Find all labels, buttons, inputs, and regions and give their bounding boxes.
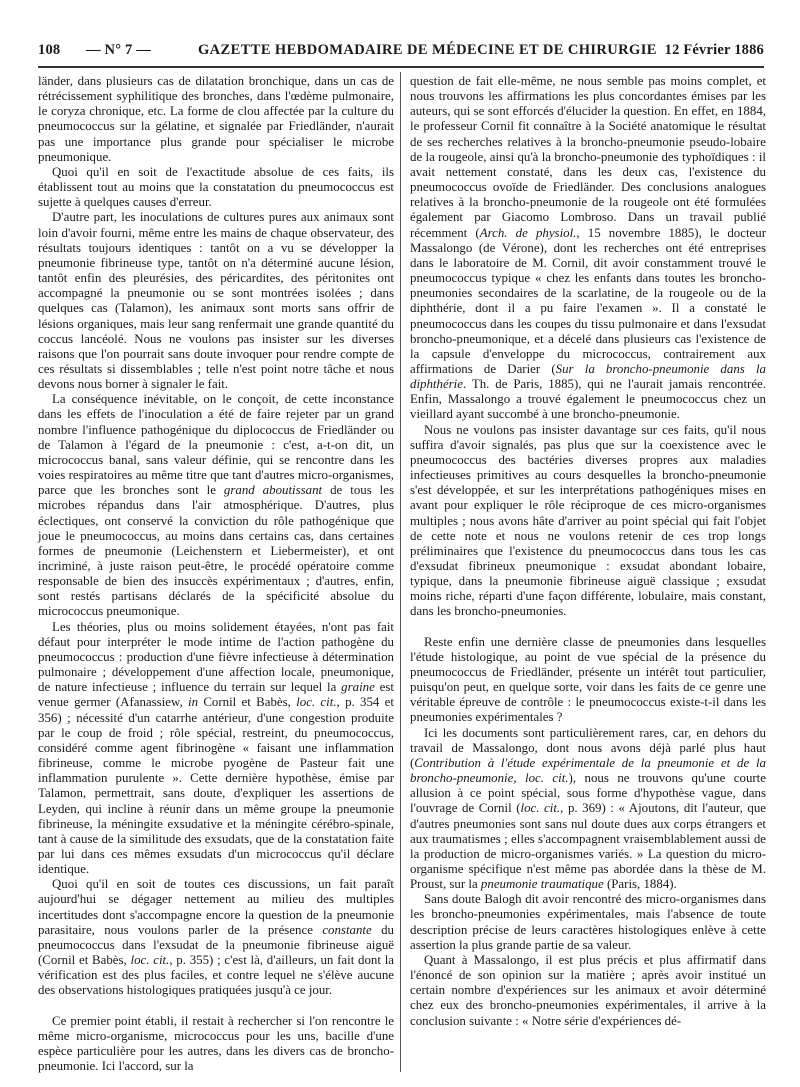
italic-run: graine (341, 680, 375, 695)
text-run: . Th. de Paris, 1885), qui ne l'aurait jamais rencontrée. Enfin, Massalongo a trouvé également le pneumococcus chez un vieillard ayant succombé à une broncho-pneumonie. (410, 377, 766, 422)
paragraph: länder, dans plusieurs cas de dilatation bronchique, dans un cas de rétrécissement syphilitique des bronches, dans l'œdème pulmonaire, le coryza chronique, etc. La forme de clou affectée par la culture du pneumococcus sur la gélatine, et signalée par Friedländer, n'aurait pas une importance plus grande pour spécialiser le microbe pneumonique. (38, 74, 394, 164)
italic-run: loc. cit. (520, 801, 561, 816)
text-run: (Paris, 1884). (606, 877, 677, 892)
text-run: du pneumococcus dans l'exsudat de la pneumonie fibrineuse aiguë (Cornil et Babès, (38, 922, 394, 968)
issue-date: 12 Février 1886 (664, 42, 764, 58)
italic-run: Contribution à l'étude expérimentale de la pneumonie et de la broncho-pneumonie, loc. cit. (410, 755, 766, 786)
paragraph (410, 726, 766, 893)
paragraph: Quant à Massalongo, il est plus précis et plus affirmatif dans l'énoncé de son opinion sur la matière ; après avoir institué un certain nombre d'expériences sur les animaux et avoir déterminé chez eux des broncho-pneumonies expérimentales, il arrive à la conclusion suivante : « Notre série d'expériences dé- (410, 952, 766, 1028)
paragraph: Sans doute Balogh dit avoir rencontré des micro-organismes dans les broncho-pneumonies expérimentales, mais l'absence de toute description précise de leurs caractères histologiques enlève à cette assertion la plus grande partie de sa valeur. (410, 892, 766, 952)
paragraph (38, 620, 394, 878)
left-column (38, 74, 394, 1074)
running-header (38, 38, 764, 64)
text-run: est venue germer (Afanassiew, (38, 680, 394, 710)
text-run: , p. 369) : « Ajoutons, dit l'auteur, que d'autres pneumonies sont sans nul doute dues aux corps étrangers et aux traumatismes ; elles s'accompagnent vraisemblablement aussi de la production de micro-organismes variés. » La question du micro-organisme spécifique n'est même pas abordée dans la thèse de M. Proust, sur la (410, 801, 766, 892)
header-rule (38, 66, 764, 68)
italic-run: in (187, 695, 199, 710)
journal-title: GAZETTE HEBDOMADAIRE DE MÉDECINE ET DE CHIRURGIE (198, 42, 657, 58)
page-number: 108 (38, 42, 61, 58)
right-column (410, 74, 766, 1029)
italic-run: grand aboutissant (223, 483, 323, 498)
paragraph (38, 877, 394, 998)
text-run: de tous les microbes répandus dans l'air atmosphérique. D'autres, plus éclectiques, ont conservé la conviction du rôle pathogénique que joue le pneumococcus, au moins dans certains cas, dans certaines formes de pneumonie (Leichenstern et Liebermeister), et ont incriminé, à juste raison peut-être, le procédé opératoire comme responsable de bien des insuccès expérimentaux ; d'autres, enfin, sont restés partisans déclarés de la spécificité absolue du micrococcus pneumonique. (38, 483, 394, 619)
text-run: Ici les documents sont particulièrement rares, car, en dehors du travail de Massalongo, dont nous avons déjà parlé plus haut ( (410, 725, 766, 770)
italic-run: Arch. de physiol. (479, 225, 577, 240)
text-run: Cornil et Babès, (203, 695, 291, 710)
column-divider (400, 72, 401, 1072)
text-run: ), nous ne trouvons qu'une courte allusion à ce point spécial, sous forme d'hypothèse vague, dans l'ouvrage de Cornil ( (410, 771, 766, 816)
paragraph: D'autre part, les inoculations de cultures pures aux animaux sont loin d'avoir fourni, même entre les mains de chaque observateur, des résultats toujours identiques : tantôt on a vu se développer la pneumonie fibrineuse type, tantôt on n'a déterminé aucune lésion, tantôt enfin des pleurésies, des péricardites, des péritonites ont accompagné la pneumonie ou se sont montrées isolées ; dans quelques cas (Talamon), les animaux sont morts sans offrir de lésions organiques, mais leur sang renfermait une grande quantité du coccus lancéolé. Nous ne voulons pas insister sur les diverses raisons que l'on pourrait sans doute invoquer pour rendre compte de ces résultats si dissemblables ; telle n'est point notre tâche et nous devons nous borner à signaler le fait. (38, 210, 394, 392)
paragraph (410, 74, 766, 423)
italic-run: pneumonie traumatique (480, 877, 604, 892)
text-run: , 15 novembre 1885), le docteur Massalongo (de Vérone), dont les recherches ont été entreprises dans le laboratoire de M. Cornil, dit avoir constamment trouvé le pneumococcus typique « chez les enfants dans toutes les broncho-pneumonies secondaires de la scarlatine, de la rougeole ou de la diphthérie, dont il a pu faire l'examen ». Il a constaté le pneumococcus dans les coupes du tissu pulmonaire et dans l'exsudat broncho-pneumonique, et a décelé dans plusieurs cas l'existence de la capsule d'enveloppe du micrococcus, contrairement aux affirmations de Darier ( (410, 225, 766, 376)
text-run: Quoi qu'il en soit de toutes ces discussions, un fait paraît aujourd'hui se dégager nettement au milieu des multiples incertitudes dont s'accompagne encore la question de la pneumonie parasitaire, nous voulons parler de la présence (38, 877, 394, 937)
italic-run: constante (322, 922, 372, 937)
issue-number: — N° 7 — (86, 42, 151, 58)
italic-run: loc. cit. (296, 695, 337, 710)
text-run: La conséquence inévitable, on le conçoit, de cette inconstance dans les effets de l'inoculation a été de faire rejeter par un grand nombre l'influence pathogénique du diplococcus de Friedländer ou de Talamon à l'égard de la pneumonie : c'est, a-t-on dit, un micrococcus banal, sans valeur définie, qui se rencontre dans les voies respiratoires au même titre que tant d'autres micro-organismes, parce que les bronches sont le (38, 392, 394, 498)
paragraph (38, 392, 394, 619)
text-run: question de fait elle-même, ne nous semble pas moins complet, et nous trouvons les affirmations les plus concordantes émises par les auteurs, qui se sont efforcés d'élucider la question. En effet, en 1884, le professeur Cornil fit connaître à la Société anatomique le résultat de ses recherches relatives à la broncho-pneumonie pseudo-lobaire de la rougeole, ainsi qu'à la broncho-pneumonie des typhoïdiques : il avait nettement constaté, dans les deux cas, l'existence du pneumococcus ovoïde de Friedländer. Des conclusions analogues relatives à la broncho-pneumonie de la rougeole ont été formulées également par Giacomo Lombroso. Dans un travail publié récemment ( (410, 74, 766, 240)
italic-run: loc. cit. (130, 953, 170, 968)
paragraph: Nous ne voulons pas insister davantage sur ces faits, qu'il nous suffira d'avoir signalés, pas plus que sur la coexistence avec le pneumococcus des bactéries diverses propres aux maladies infectieuses primitives au cours desquelles la broncho-pneumonie s'est développée, et sur les interprétations pathogéniques mises en avant pour expliquer le rôle réciproque de ces micro-organismes multiples ; nous avons hâte d'arriver au point spécial qui fait l'objet de cette note et nous ne voulons retenir de ces trop longs préliminaires que l'existence du pneumococcus dans tous les cas d'exsudat fibrineux pneumonique : exsudat abondant lobaire, typique, dans la pneumonie fibrineuse aiguë classique ; exsudat moins riche, réparti d'une façon différente, lobulaire, mais constant, dans les broncho-pneumonies. (410, 422, 766, 619)
text-run: Les théories, plus ou moins solidement étayées, n'ont pas fait défaut pour interpréter le mode intime de l'action pathogène du pneumococcus : production d'une fièvre infectieuse à détermination pulmonaire ; développement d'une affection locale, pneumonique, de nature infectieuse ; influence du terrain sur lequel la (38, 619, 394, 695)
text-run: , p. 354 et 356) ; nécessité d'un catarrhe antérieur, d'une congestion produite par le coup de froid ; rôle spécial, restreint, du pneumococcus, considéré comme agent fibrinogène « faisant une inflammation fibrineuse, comme le microbe pyogène de Pasteur fait une inflammation purulente ». Cette dernière hypothèse, émise par Talamon, permettrait, sans doute, d'expliquer les assertions de Leyden, qui incline à réunir dans un même groupe la pneumonie fibrineuse, la méningite exsudative et la méningite cérébro-spinale, tant à cause de la similitude des exsudats, que de la constatation faite par lui dans ces mêmes exsudats d'un micrococcus qu'il déclare identique. (38, 695, 394, 877)
paragraph: Reste enfin une dernière classe de pneumonies dans lesquelles l'étude histologique, au point de vue spécial de la présence du pneumococcus de Friedländer, présente un intérêt tout particulier, puisqu'on peut, en quelque sorte, voir dans les faits de ce genre une véritable épreuve de contrôle : le pneumococcus existe-t-il dans les pneumonies expérimentales ? (410, 634, 766, 725)
paragraph: Ce premier point établi, il restait à rechercher si l'on rencontre le même micro-organisme, micrococcus pour les uns, bacille d'une espèce particulière pour les autres, dans les divers cas de broncho-pneumonie. Ici l'accord, sur la (38, 1013, 394, 1073)
text-run: , p. 355) ; c'est là, d'ailleurs, un fait dont la vérification est des plus faciles, et contre lequel ne s'élève aucune des observations histologiques pratiquées jusqu'à ce jour. (38, 953, 394, 998)
italic-run: Sur la broncho-pneumonie dans la diphthérie (410, 361, 766, 392)
paragraph: Quoi qu'il en soit de l'exactitude absolue de ces faits, ils établissent tout au moins que la constatation du pneumococcus est sujette à quelques causes d'erreur. (38, 164, 394, 210)
